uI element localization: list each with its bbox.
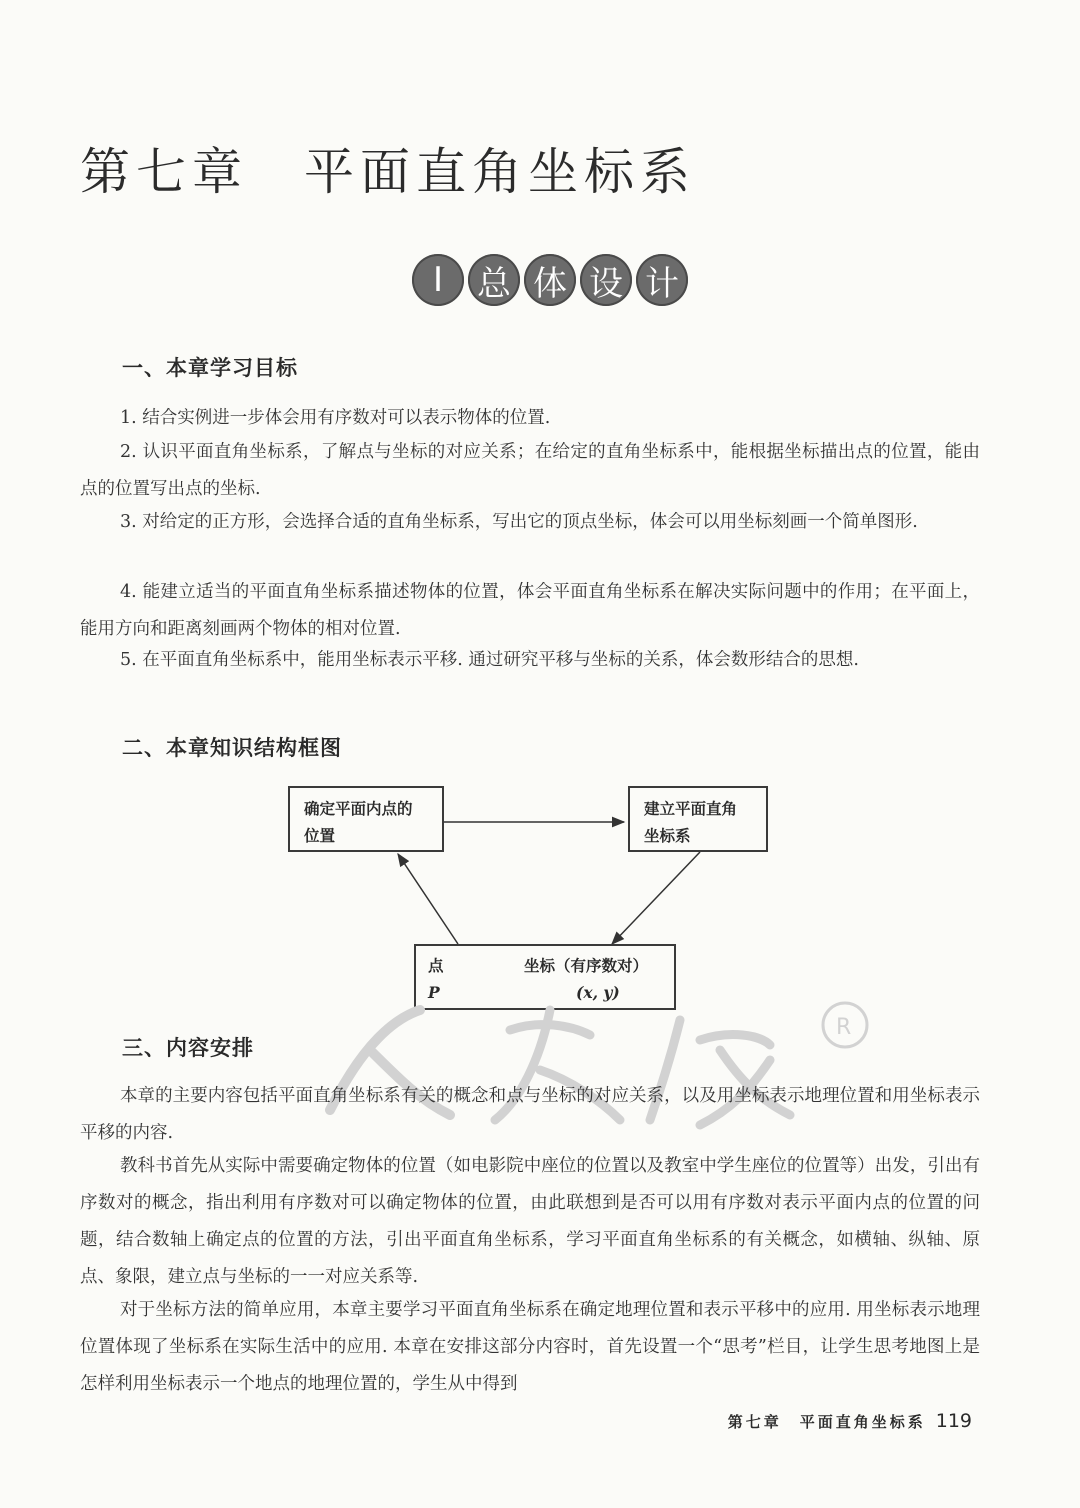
page-number: 119 [935,1410,972,1432]
box-point-coordinate [414,944,676,1010]
bottom-point-label: 点 [428,957,444,975]
badge-she: 设 [580,254,632,306]
goal-4: 4. 能建立适当的平面直角坐标系描述物体的位置，体会平面直角坐标系在解决实际问题中的作用；在平面上，能用方向和距离刻画两个物体的相对位置. [80,582,980,639]
box-determine-position [288,786,444,852]
box-right-line1: 建立平面直角 [644,800,738,818]
box-left-line1: 确定平面内点的 [304,800,413,818]
arrow-bottom-to-left [398,854,458,944]
page-footer [728,1410,972,1432]
arrow-right-to-bottom [612,852,700,944]
bottom-p-label: P [428,983,440,1002]
goals-heading: 一、本章学习目标 [122,356,298,380]
footer-chapter-label: 第七章 平面直角坐标系 [727,1413,926,1431]
content-para-3: 对于坐标方法的简单应用，本章主要学习平面直角坐标系在确定地理位置和表示平移中的应用. 用坐标表示地理位置体现了坐标系在实际生活中的应用. 本章在安排这部分内容时，首先设置一个“思考”栏目，让学生思考地图上是怎样利用坐标表示一个地点的地理位置的，学生从中得到 [80,1300,980,1394]
chapter-title: 第七章 平面直角坐标系 [80,143,696,201]
goal-2: 2. 认识平面直角坐标系，了解点与坐标的对应关系；在给定的直角坐标系中，能根据坐标描出点的位置，能由点的位置写出点的坐标. [80,442,980,499]
badge-ti: 体 [524,254,576,306]
box-left-line2: 位置 [304,827,336,845]
content-para-1: 本章的主要内容包括平面直角坐标系有关的概念和点与坐标的对应关系，以及用坐标表示地理位置和用坐标表示平移的内容. [80,1086,980,1143]
box-right-line2: 坐标系 [644,827,691,845]
content-heading: 三、内容安排 [122,1036,254,1060]
content-para-2: 教科书首先从实际中需要确定物体的位置（如电影院中座位的位置以及教室中学生座位的位置等）出发，引出有序数对的概念，指出利用有序数对可以确定物体的位置，由此联想到是否可以用有序数对表示平面内点的位置的问题，结合数轴上确定点的位置的方法，引出平面直角坐标系，学习平面直角坐标系的有关概念，如横轴、纵轴、原点、象限，建立点与坐标的一一对应关系等. [80,1156,980,1287]
badge-zong: 总 [468,254,520,306]
svg-text:R: R [836,1015,852,1040]
goal-5: 5. 在平面直角坐标系中，能用坐标表示平移. 通过研究平移与坐标的关系，体会数形结合的思想. [120,650,859,670]
badge-ji: 计 [636,254,688,306]
box-build-coordinate-system [628,786,768,852]
bottom-xy-label: (x, y) [576,983,620,1002]
goal-1: 1. 结合实例进一步体会用有序数对可以表示物体的位置. [120,408,551,428]
bottom-coord-label: 坐标（有序数对） [524,957,649,975]
goal-3: 3. 对给定的正方形，会选择合适的直角坐标系，写出它的顶点坐标，体会可以用坐标刻画一个简单图形. [120,512,918,532]
badge-roman: Ⅰ [412,254,464,306]
structure-heading: 二、本章知识结构框图 [122,736,342,760]
